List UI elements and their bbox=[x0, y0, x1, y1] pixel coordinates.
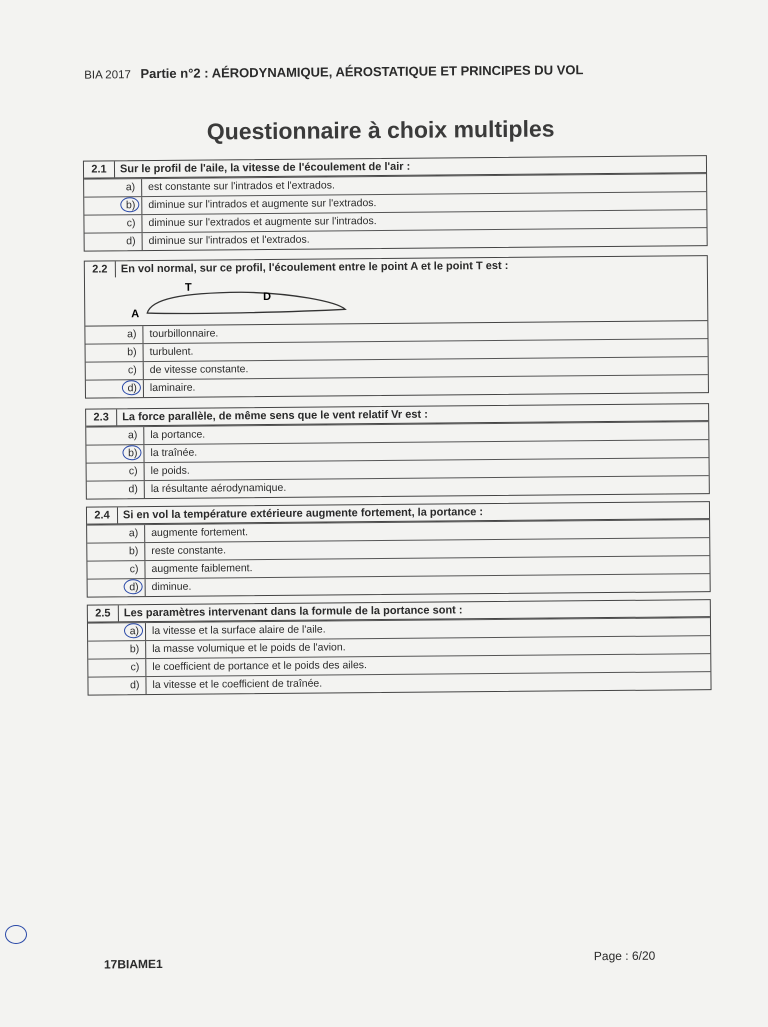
option-letter: b) bbox=[128, 545, 139, 558]
option-text: la résultante aérodynamique. bbox=[150, 481, 287, 496]
option-text: la vitesse et la surface alaire de l'aile. bbox=[151, 623, 326, 638]
option-letter: b) bbox=[129, 643, 140, 656]
airfoil-profile bbox=[147, 291, 345, 314]
option-text: tourbillonnaire. bbox=[149, 327, 219, 341]
option-text: le coefficient de portance et le poids des ailes. bbox=[152, 659, 367, 674]
option-letter: d) bbox=[129, 581, 139, 594]
option-text: la vitesse et le coefficient de traînée. bbox=[152, 677, 323, 692]
pen-circle-mark bbox=[5, 925, 27, 944]
option-letter: c) bbox=[127, 364, 137, 377]
option-letter: a) bbox=[125, 181, 136, 194]
airfoil-diagram bbox=[121, 275, 421, 326]
page-title: Questionnaire à choix multiples bbox=[206, 115, 555, 145]
question-number: 2.1 bbox=[84, 161, 115, 177]
airfoil-figure bbox=[85, 272, 707, 326]
option-text: diminue sur l'intrados et augmente sur l'extrados. bbox=[148, 197, 377, 212]
option-text: de vitesse constante. bbox=[149, 363, 249, 377]
option-letter: d) bbox=[126, 235, 136, 248]
question-text: La force parallèle, de même sens que le vent relatif Vr est : bbox=[122, 408, 428, 424]
option-text: le poids. bbox=[150, 464, 190, 478]
option-letter: c) bbox=[129, 563, 139, 576]
option-letter: a) bbox=[127, 429, 138, 442]
option-text: est constante sur l'intrados et l'extrados. bbox=[148, 179, 335, 194]
option-text: diminue. bbox=[151, 580, 192, 594]
point-a-label: A bbox=[131, 308, 140, 321]
option-letter: a) bbox=[127, 328, 137, 341]
option-letter: d) bbox=[127, 382, 137, 395]
option-letter: b) bbox=[128, 447, 138, 460]
option-text: augmente faiblement. bbox=[151, 562, 253, 576]
option-letter: a) bbox=[128, 527, 139, 540]
option-letter: c) bbox=[128, 465, 138, 478]
question-2-5 bbox=[87, 599, 712, 695]
header-year: BIA 2017 bbox=[84, 69, 131, 82]
question-2-2 bbox=[84, 255, 709, 398]
option-text: turbulent. bbox=[149, 345, 194, 359]
point-d-label: D bbox=[263, 290, 272, 304]
option-letter: b) bbox=[127, 346, 137, 359]
option-letter: c) bbox=[130, 661, 140, 674]
question-text: Si en vol la température extérieure augmente fortement, la portance : bbox=[122, 506, 484, 522]
option-text: laminaire. bbox=[149, 381, 196, 395]
question-2-4 bbox=[86, 501, 711, 597]
option-text: augmente fortement. bbox=[151, 526, 249, 540]
question-number: 2.3 bbox=[86, 409, 117, 425]
question-2-1 bbox=[83, 155, 708, 251]
question-text: En vol normal, sur ce profil, l'écoulement entre le point A et le point T est : bbox=[120, 259, 509, 276]
question-2-3 bbox=[85, 403, 710, 499]
question-number: 2.2 bbox=[85, 261, 116, 277]
option-text: la traînée. bbox=[150, 446, 198, 460]
option-text: la masse volumique et le poids de l'avion. bbox=[152, 641, 346, 656]
question-number: 2.5 bbox=[88, 605, 119, 621]
question-number: 2.4 bbox=[87, 507, 118, 523]
option-text: la portance. bbox=[150, 428, 206, 442]
option-text: diminue sur l'extrados et augmente sur l'intrados. bbox=[148, 215, 377, 230]
page-header bbox=[84, 62, 664, 82]
point-t-label: T bbox=[184, 281, 192, 294]
option-letter: a) bbox=[129, 625, 140, 638]
option-letter: b) bbox=[125, 199, 136, 212]
option-letter: c) bbox=[126, 217, 136, 230]
exam-code: 17BIAME1 bbox=[103, 956, 163, 972]
page-number: Page : 6/20 bbox=[593, 948, 656, 964]
question-text: Sur le profil de l'aile, la vitesse de l'écoulement de l'air : bbox=[119, 160, 411, 176]
header-part-title: Partie n°2 : AÉRODYNAMIQUE, AÉROSTATIQUE ET PRINCIPES DU VOL bbox=[140, 62, 584, 82]
option-letter: d) bbox=[130, 679, 140, 692]
option-text: diminue sur l'intrados et l'extrados. bbox=[148, 233, 310, 248]
option-letter: d) bbox=[128, 483, 138, 496]
question-text: Les paramètres intervenant dans la formule de la portance sont : bbox=[123, 604, 463, 620]
option-text: reste constante. bbox=[151, 544, 227, 558]
